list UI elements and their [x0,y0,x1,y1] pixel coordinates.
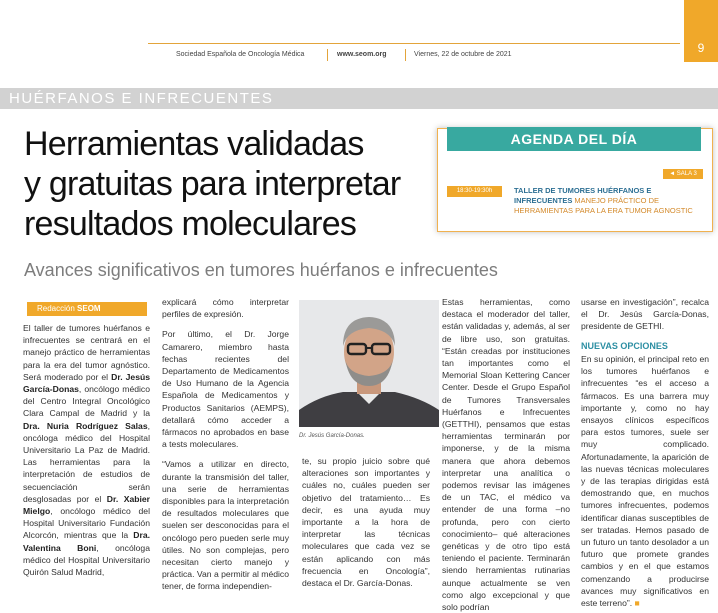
section-label: HUÉRFANOS E INFRECUENTES [9,90,274,107]
headline-line-3: resultados moleculares [24,205,357,243]
end-mark: ■ [634,598,640,609]
col5-paragraph [581,353,709,609]
room-badge: ◄ SALA 3 [663,169,703,179]
col1-text: , oncóloga médico del Hospital Universitario La Paz de Madrid. Las herramientas para la interpretación de estudios de secuenciación serán desglosadas por el [23,420,150,504]
article-column-3 [302,455,430,589]
col1-name: Dr. Xabier Mielgo [23,493,151,517]
agenda-event-title: TALLER DE TUMORES HUÉRFANOS E INFRECUENTES [514,186,652,205]
col2-paragraph: explicará cómo interpretar perfiles de expresión. [162,297,289,320]
subsection-title: NUEVAS OPCIONES [581,341,668,351]
col1-text: , oncóloga médico del Hospital Universitario Quirón Salud Madrid, [23,542,150,578]
headline-line-1: Herramientas validadas [24,125,364,163]
col4-paragraph: Estas herramientas, como destaca el moderador del taller, están validadas y, además, al ser de libre uso, son gratuitas. “Están creadas por instituciones tan importantes como el Memorial Sloan Kettering Cancer Center. Desde el Grupo Español de Tumores Transversales Huérfanos e Infrecuentes (GETTHI), pensamos que estas herramientas terminarán por imponerse, y de la misma manera que ahora debemos interpretar una analítica o podemos revisar las imágenes de un TAC, el médico va entender de una forma –no profunda, pero con cierto conocimiento– qué alteraciones genéticas y de otro tipo está teniendo el paciente. Terminarán siendo herramientas rutinarias aunque actualmente se ven como algo excepcional y que solo podrían [442,297,570,613]
header-separator [405,49,406,61]
col5-paragraph: usarse en investigación”, recalca el Dr. Jesús García-Donas, presidente de GETHI. [581,297,709,332]
portrait-photo [299,300,439,427]
col3-paragraph: te, su propio juicio sobre qué alteraciones son importantes y cuáles no, cuáles pueden ser objetivo del tratamiento… Es decir, es una ayuda muy importante a la hora de interpretar las técnicas moleculares que cada vez se están aplicando con más frecuencia en Oncología”, destaca el Dr. García-Donas. [302,456,430,589]
header-society: Sociedad Española de Oncología Médica [176,51,305,58]
article-column-2 [162,296,289,593]
photo-caption: Dr. Jesús García-Donas. [299,433,365,439]
col5-paragraph-text: En su opinión, el principal reto en los tumores huérfanos e infrecuentes “es el acceso a fármacos. Es una barrera muy importante y, como no hay ensayos clínicos específicos para estos tumores, suele ser muy complicado. Afortunadamente, la aparición de las nuevas técnicas moleculares y de las terapias dirigidas está demostrando que, en muchos tumores infrecuentes, podemos identificar dianas susceptibles de ser tratadas. Hemos pasado de un futuro un tanto desolador a un futuro que promete grandes cambios y en el que estamos comenzando a producirse avances muy significativos en este terreno”. [581,354,709,609]
col1-name: Dra. Nuria Rodríguez Salas [23,420,148,431]
col2-paragraph: Por último, el Dr. Jorge Camarero, miembro hasta fechas recientes del Departamento de Medicamentos de Uso Humano de la Agencia Española de Medicamentos y Productos Sanitarios (AEMPS), detallará cómo acceder a fármacos no aprobados en base a tests moleculares. [162,329,289,450]
article-column-5-continued [581,353,709,609]
article-column-5 [581,296,709,333]
header-website[interactable]: www.seom.org [337,51,387,58]
agenda-event-description: MANEJO PRÁCTICO DE HERRAMIENTAS PARA LA ERA TUMOR AGNOSTIC [514,196,693,215]
col1-text: , oncólogo médico del Hospital Universitario Fundación Alcorcón, mientras que la [23,506,150,541]
article-column-4 [442,296,570,613]
article-column-1 [23,322,150,578]
col1-name: Dra. Valentina Boni [23,530,150,553]
header-rule [148,43,680,44]
byline-source: SEOM [77,304,101,313]
agenda-event [514,186,709,216]
col2-paragraph: “Vamos a utilizar en directo, durante la transmisión del taller, una serie de herramientas disponibles para la interpretación de resultados moleculares que suelen ser desconocidas para el oncólogo pero pueden serle muy útiles. No son complejas, pero necesitan cierto manejo y práctica. Van a permitir al médico tener, de forma independien- [162,459,289,592]
page-number: 9 [697,41,705,55]
header-date: Viernes, 22 de octubre de 2021 [414,51,512,58]
col1-text: El taller de tumores huérfanos e infrecuentes se centrará en el manejo práctico de herramientas para la era del tumor agnóstico. Será moderado por el [23,323,150,382]
headline-line-2: y gratuitas para interpretar [24,165,401,203]
byline-prefix: Redacción [37,304,78,313]
subheadline: Avances significativos en tumores huérfanos e infrecuentes [24,260,498,280]
agenda-title: AGENDA DEL DÍA [447,127,701,151]
header-separator [327,49,328,61]
col1-text: , oncólogo médico del Centro Integral Oncológico Clara Campal de Madrid y la [23,384,150,419]
portrait-illustration [299,300,439,427]
byline [27,302,147,316]
col1-name: Dr. Jesús García-Donas [23,371,150,395]
headline [24,124,434,244]
agenda-time: 18:30-19:30h [447,186,502,197]
